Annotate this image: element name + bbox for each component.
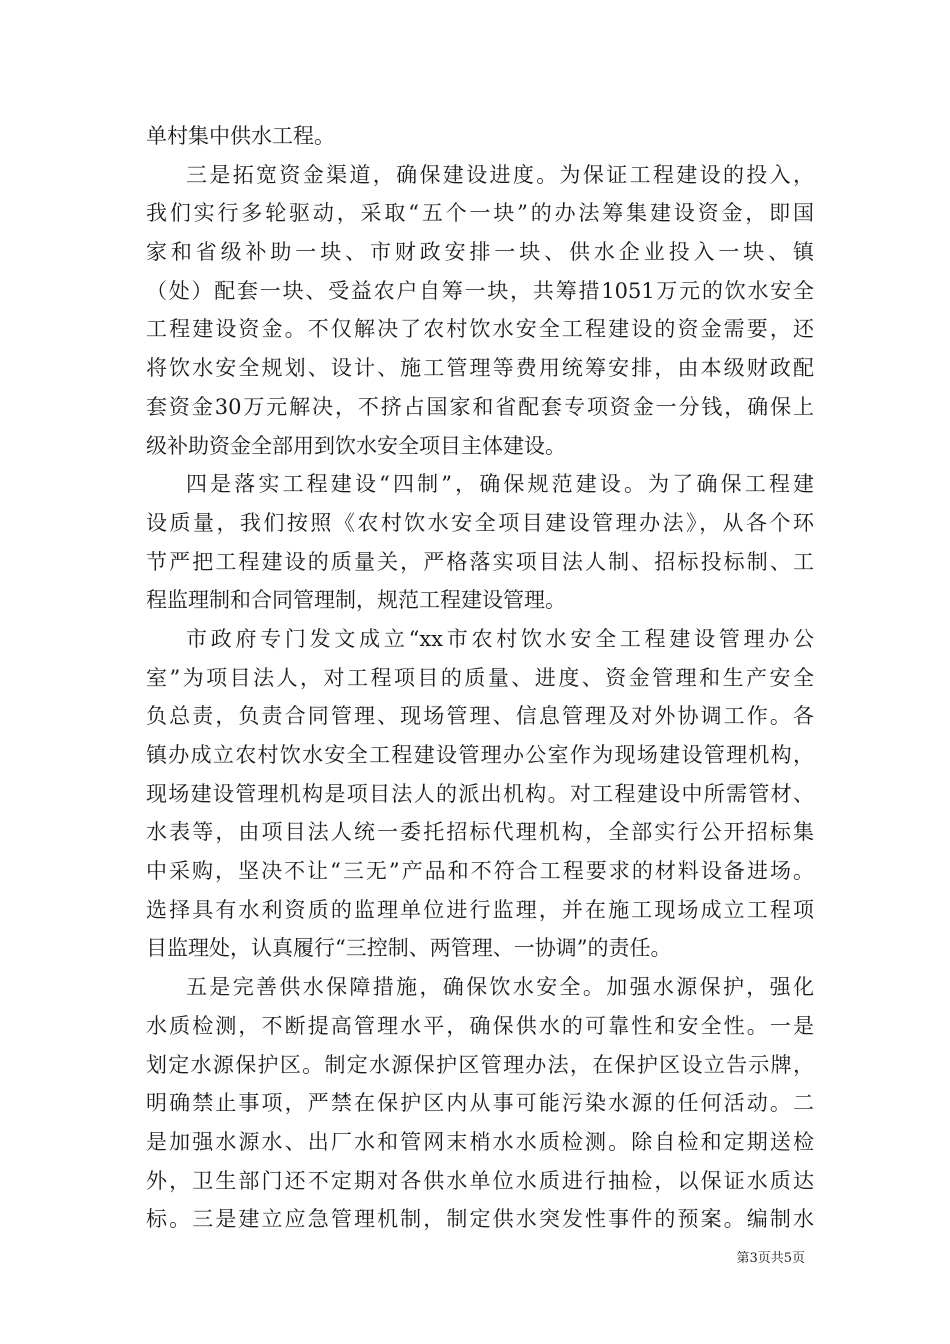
text-line: 五是完善供水保障措施，确保饮水安全。加强水源保护，强化 [186, 975, 814, 1000]
text-line: 明确禁止事项，严禁在保护区内从事可能污染水源的任何活动。二 [146, 1091, 814, 1116]
text-line: 标。三是建立应急管理机制，制定供水突发性事件的预案。编制水 [146, 1207, 814, 1232]
text-line: 室”为项目法人，对工程项目的质量、进度、资金管理和生产安全 [146, 665, 814, 690]
text-line: 选择具有水利资质的监理单位进行监理，并在施工现场成立工程项 [146, 897, 814, 922]
text-line: 镇办成立农村饮水安全工程建设管理办公室作为现场建设管理机构， [146, 743, 814, 767]
text-line: 外，卫生部门还不定期对各供水单位水质进行抽检，以保证水质达 [146, 1168, 814, 1193]
text-line: 套资金30万元解决，不挤占国家和省配套专项资金一分钱，确保上 [146, 394, 814, 419]
text-line: 单村集中供水工程。 [146, 124, 335, 148]
text-line: 工程建设资金。不仅解决了农村饮水安全工程建设的资金需要，还 [146, 317, 814, 342]
text-line: 程监理制和合同管理制，规范工程建设管理。 [146, 588, 566, 613]
text-line: 我们实行多轮驱动，采取“五个一块”的办法筹集建设资金，即国 [146, 201, 814, 226]
text-line: 三是拓宽资金渠道，确保建设进度。为保证工程建设的投入， [186, 162, 814, 187]
text-line: 现场建设管理机构是项目法人的派出机构。对工程建设中所需管材、 [146, 781, 814, 806]
document-body [146, 117, 814, 1239]
text-line: 负总责，负责合同管理、现场管理、信息管理及对外协调工作。各 [146, 704, 814, 729]
text-line: 级补助资金全部用到饮水安全项目主体建设。 [146, 433, 566, 458]
text-line: 是加强水源水、出厂水和管网末梢水水质检测。除自检和定期送检 [146, 1129, 814, 1154]
text-line: 水质检测，不断提高管理水平，确保供水的可靠性和安全性。一是 [146, 1013, 814, 1038]
text-line: 中采购，坚决不让“三无”产品和不符合工程要求的材料设备进场。 [146, 859, 814, 884]
text-line: （处）配套一块、受益农户自筹一块，共筹措1051万元的饮水安全 [146, 278, 814, 303]
text-line: 四是落实工程建设“四制”，确保规范建设。为了确保工程建 [186, 472, 814, 497]
text-line: 目监理处，认真履行“三控制、两管理、一协调”的责任。 [146, 936, 672, 961]
text-line: 节严把工程建设的质量关，严格落实项目法人制、招标投标制、工 [146, 549, 814, 574]
text-line: 设质量，我们按照《农村饮水安全项目建设管理办法》，从各个环 [146, 510, 814, 535]
text-line: 水表等，由项目法人统一委托招标代理机构，全部实行公开招标集 [146, 820, 814, 845]
text-line: 将饮水安全规划、设计、施工管理等费用统筹安排，由本级财政配 [146, 356, 814, 381]
text-line: 划定水源保护区。制定水源保护区管理办法，在保护区设立告示牌， [146, 1052, 814, 1077]
page-number: 第3页共5页 [736, 1251, 805, 1266]
text-line: 市政府专门发文成立“xx市农村饮水安全工程建设管理办公 [186, 626, 814, 651]
text-line: 家和省级补助一块、市财政安排一块、供水企业投入一块、镇 [146, 240, 814, 265]
